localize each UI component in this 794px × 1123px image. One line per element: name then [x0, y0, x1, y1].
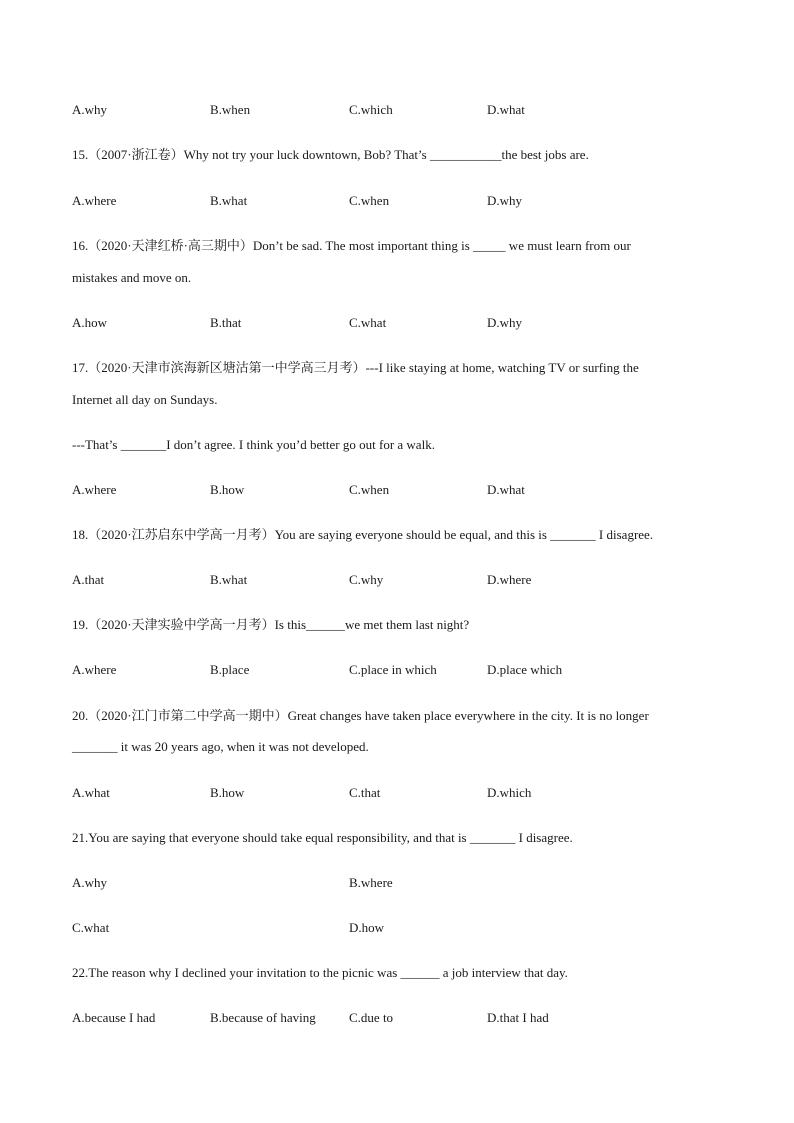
q19-option-b: B.place	[210, 662, 250, 677]
q18-option-b: B.what	[210, 572, 248, 587]
q20-option-c: C.that	[349, 785, 381, 800]
q14-option-a: A.why	[72, 102, 108, 117]
q19-option-d: D.place which	[487, 662, 563, 677]
q17-stem-line3: ---That’s _______I don’t agree. I think you’d better go out for a walk.	[72, 437, 435, 452]
q17-option-b: B.how	[210, 482, 245, 497]
q14-option-d: D.what	[487, 102, 525, 117]
q19-stem: 19.（2020·天津实验中学高一月考）Is this______we met them last night?	[72, 617, 470, 632]
q18-option-d: D.where	[487, 572, 532, 587]
q17-stem-line1: 17.（2020·天津市滨海新区塘沽第一中学高三月考）---I like staying at home, watching TV or surfing the	[72, 360, 639, 375]
q22-option-d: D.that I had	[487, 1010, 549, 1025]
q16-option-d: D.why	[487, 315, 523, 330]
q16-stem-line2: mistakes and move on.	[72, 270, 192, 285]
q17-stem-line2: Internet all day on Sundays.	[72, 392, 218, 407]
q21-stem: 21.You are saying that everyone should take equal responsibility, and that is _______ I disagree.	[72, 830, 573, 845]
q16-option-a: A.how	[72, 315, 108, 330]
q19-option-a: A.where	[72, 662, 117, 677]
q20-option-d: D.which	[487, 785, 532, 800]
q21-option-a: A.why	[72, 875, 108, 890]
q15-option-a: A.where	[72, 193, 117, 208]
q14-option-b: B.when	[210, 102, 251, 117]
q14-option-c: C.which	[349, 102, 393, 117]
q17-option-a: A.where	[72, 482, 117, 497]
q20-stem-line2: _______ it was 20 years ago, when it was not developed.	[72, 739, 369, 754]
q22-option-b: B.because of having	[210, 1010, 316, 1025]
q22-option-c: C.due to	[349, 1010, 394, 1025]
q15-option-c: C.when	[349, 193, 390, 208]
q18-option-a: A.that	[72, 572, 105, 587]
q20-option-b: B.how	[210, 785, 245, 800]
q20-option-a: A.what	[72, 785, 110, 800]
q15-option-b: B.what	[210, 193, 248, 208]
q20-stem-line1: 20.（2020·江门市第二中学高一期中）Great changes have taken place everywhere in the city. It is no longer	[72, 708, 649, 723]
q16-option-c: C.what	[349, 315, 387, 330]
q22-stem: 22.The reason why I declined your invitation to the picnic was ______ a job interview that day.	[72, 965, 568, 980]
q18-stem: 18.（2020·江苏启东中学高一月考）You are saying everyone should be equal, and this is _______ I disagree.	[72, 527, 654, 542]
q17-option-d: D.what	[487, 482, 525, 497]
q15-option-d: D.why	[487, 193, 523, 208]
q21-option-c: C.what	[72, 920, 110, 935]
q16-option-b: B.that	[210, 315, 242, 330]
q19-option-c: C.place in which	[349, 662, 437, 677]
q16-stem-line1: 16.（2020·天津红桥·高三期中）Don’t be sad. The most important thing is _____ we must learn from our	[72, 238, 631, 253]
q21-option-d: D.how	[349, 920, 385, 935]
q21-option-b: B.where	[349, 875, 393, 890]
q17-option-c: C.when	[349, 482, 390, 497]
q18-option-c: C.why	[349, 572, 384, 587]
q22-option-a: A.because I had	[72, 1010, 156, 1025]
q15-stem: 15.（2007·浙江卷）Why not try your luck downtown, Bob? That’s ___________the best jobs are.	[72, 147, 589, 162]
